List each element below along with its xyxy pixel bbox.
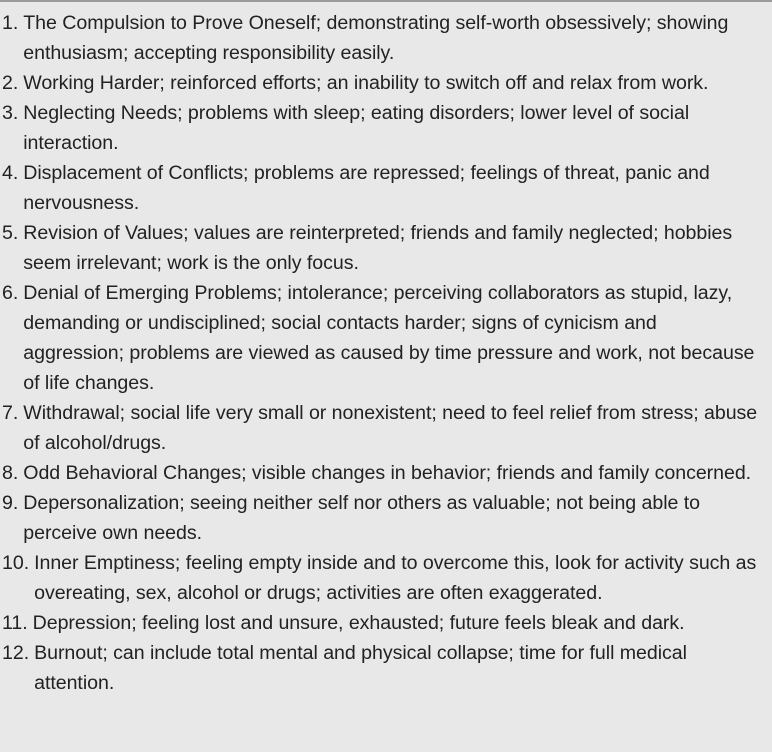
list-item xyxy=(0,488,762,548)
item-number: 2. xyxy=(2,72,19,94)
item-number: 1. xyxy=(2,12,19,34)
list-item xyxy=(0,98,762,158)
item-text: Burnout; can include total mental and physical collapse; time for full medical attention. xyxy=(34,642,687,694)
list-item xyxy=(0,218,762,278)
item-number: 12. xyxy=(2,642,30,664)
list-item xyxy=(0,458,762,488)
item-text: Withdrawal; social life very small or nonexistent; need to feel relief from stress; abuse of alcohol/drugs. xyxy=(23,402,758,454)
list-item xyxy=(0,158,762,218)
item-number: 11. xyxy=(2,612,28,634)
item-text: Depression; feeling lost and unsure, exhausted; future feels bleak and dark. xyxy=(32,612,685,634)
item-number: 9. xyxy=(2,492,19,514)
list-item xyxy=(0,608,762,638)
item-text: Revision of Values; values are reinterpreted; friends and family neglected; hobbies seem irrelevant; work is the only focus. xyxy=(23,222,733,274)
item-number: 5. xyxy=(2,222,19,244)
item-number: 6. xyxy=(2,282,19,304)
list-item xyxy=(0,398,762,458)
item-text: The Compulsion to Prove Oneself; demonstrating self-worth obsessively; showing enthusiasm; accepting responsibility easily. xyxy=(23,12,729,64)
item-number: 3. xyxy=(2,102,19,124)
list-item xyxy=(0,278,762,398)
item-number: 4. xyxy=(2,162,19,184)
item-number: 8. xyxy=(2,462,19,484)
item-text: Working Harder; reinforced efforts; an inability to switch off and relax from work. xyxy=(23,72,709,94)
list-item xyxy=(0,548,762,608)
item-text: Depersonalization; seeing neither self nor others as valuable; not being able to perceive own needs. xyxy=(23,492,701,544)
list-item xyxy=(0,638,762,698)
item-text: Denial of Emerging Problems; intolerance; perceiving collaborators as stupid, lazy, demanding or undisciplined; social contacts harder; signs of cynicism and aggression; problems are viewed as caused by time pressure and work, not because of life changes. xyxy=(23,282,755,394)
item-text: Odd Behavioral Changes; visible changes in behavior; friends and family concerned. xyxy=(23,462,752,484)
item-text: Neglecting Needs; problems with sleep; eating disorders; lower level of social interaction. xyxy=(23,102,690,154)
list-item xyxy=(0,68,762,98)
item-number: 7. xyxy=(2,402,19,424)
list-item xyxy=(0,8,762,68)
item-text: Inner Emptiness; feeling empty inside and to overcome this, look for activity such as overeating, sex, alcohol or drugs; activities are often exaggerated. xyxy=(34,552,757,604)
item-text: Displacement of Conflicts; problems are repressed; feelings of threat, panic and nervousness. xyxy=(23,162,710,214)
item-number: 10. xyxy=(2,552,30,574)
stages-list xyxy=(0,2,772,698)
